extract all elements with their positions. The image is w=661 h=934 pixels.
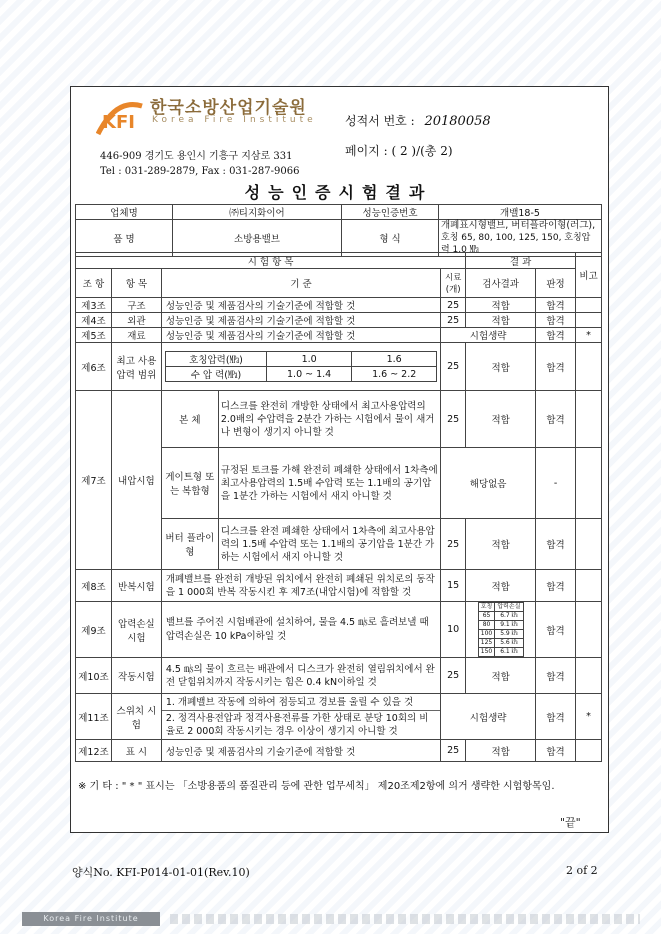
table-row bbox=[76, 570, 602, 602]
header-judgement: 판정 bbox=[536, 269, 576, 298]
row-remarks bbox=[576, 313, 602, 328]
switch-standard-2: 2. 정격사용전압과 정격사용전류를 가한 상태로 분당 10회의 비율로 2 000회 작동시키는 경우 이상이 생기지 아니할 것 bbox=[165, 712, 429, 737]
row-samples: 25 bbox=[441, 343, 466, 391]
row-article: 제7조 bbox=[76, 391, 112, 570]
cert-no-label: 성능인증번호 bbox=[342, 205, 439, 220]
row-result: 적합 bbox=[466, 391, 536, 448]
row-remarks bbox=[576, 448, 602, 519]
water-pressure-1: 1.0 ~ 1.4 bbox=[267, 367, 352, 382]
mini-loss: 9.1 ㎪ bbox=[495, 621, 523, 630]
header-remarks: 비고 bbox=[576, 253, 602, 298]
row-standard: 성능인증 및 제품검사의 기술기준에 적합할 것 bbox=[161, 740, 440, 762]
header-samples: 시료(개) bbox=[441, 269, 466, 298]
table-row bbox=[76, 343, 602, 391]
company-label: 업체명 bbox=[76, 205, 173, 220]
header-result: 결 과 bbox=[466, 253, 576, 269]
test-results-table bbox=[75, 252, 602, 762]
water-pressure-2: 1.6 ~ 2.2 bbox=[352, 367, 437, 382]
row-article: 제4조 bbox=[76, 313, 112, 328]
table-row bbox=[76, 298, 602, 313]
row-remarks: * bbox=[576, 328, 602, 343]
table-row bbox=[76, 658, 602, 694]
row-item: 내압시험 bbox=[111, 391, 161, 570]
row-judgement: 합격 bbox=[536, 298, 576, 313]
footnote: ※ 기 타 : " * " 표시는 「소방용품의 품질관리 등에 관한 업무세칙」 제20조제2항에 의거 생략한 시험항목임. bbox=[78, 781, 555, 792]
model-line-2: 호칭 65, 80, 100, 125, 150, 호칭압력 1.0 ㎫ bbox=[441, 233, 591, 255]
table-row bbox=[76, 740, 602, 762]
row-standard: 밸브를 주어진 시험배관에 설치하여, 물을 4.5 ㎧로 흘려보낼 때 압력손실은 10 kPa이하일 것 bbox=[161, 602, 440, 658]
pressure-loss-table bbox=[478, 602, 524, 657]
nominal-pressure-label: 호칭압력(㎫) bbox=[165, 352, 266, 367]
row-result: 적합 bbox=[466, 298, 536, 313]
row-remarks bbox=[576, 519, 602, 570]
product-label: 품 명 bbox=[76, 220, 173, 257]
row-item: 구조 bbox=[111, 298, 161, 313]
row-article: 제3조 bbox=[76, 298, 112, 313]
row-standard: 개폐밸브를 완전히 개방된 위치에서 완전히 폐쇄된 위치로의 동작을 1 000회 반복 작동시킨 후 제7조(내압시험)에 적합할 것 bbox=[161, 570, 440, 602]
row-result: 적합 bbox=[466, 740, 536, 762]
row-remarks: * bbox=[576, 694, 602, 740]
org-telephone: Tel : 031-289-2879, Fax : 031-287-9066 bbox=[100, 166, 300, 177]
row-judgement: 합격 bbox=[536, 602, 576, 658]
row-remarks bbox=[576, 391, 602, 448]
watermark-strip: Korea Fire Institute bbox=[22, 912, 160, 926]
row-judgement: 합격 bbox=[536, 694, 576, 740]
mini-loss: 5.6 ㎪ bbox=[495, 639, 523, 648]
header-test-items: 시 험 항 목 bbox=[76, 253, 466, 269]
row-result: 적합 bbox=[466, 658, 536, 694]
row-remarks bbox=[576, 343, 602, 391]
nominal-pressure-1: 1.0 bbox=[267, 352, 352, 367]
row-result: 적합 bbox=[466, 313, 536, 328]
cert-no-value: 개밸18-5 bbox=[439, 205, 602, 220]
row-item: 스위치 시험 bbox=[111, 694, 161, 740]
mini-size: 150 bbox=[478, 648, 495, 657]
switch-standard-cell bbox=[161, 694, 440, 740]
row-judgement: 합격 bbox=[536, 391, 576, 448]
end-mark: "끝" bbox=[560, 816, 581, 829]
subtest-standard: 디스크를 완전 폐쇄한 상태에서 1차측에 최고사용압력의 1.5배 수압력 또는 1.1배의 공기압을 1분간 가하는 시험에서 새지 아니할 것 bbox=[220, 525, 435, 563]
row-standard: 성능인증 및 제품검사의 기술기준에 적합할 것 bbox=[161, 298, 440, 313]
table-row bbox=[76, 328, 602, 343]
model-label: 형 식 bbox=[342, 220, 439, 257]
document-title: 성능인증시험결과 bbox=[244, 183, 433, 202]
row-judgement: 합격 bbox=[536, 740, 576, 762]
org-address: 446-909 경기도 용인시 기흥구 지삼로 331 bbox=[100, 151, 293, 162]
butterfly-subtest bbox=[162, 519, 440, 569]
row-result: 적합 bbox=[466, 570, 536, 602]
row-remarks bbox=[576, 740, 602, 762]
row-item: 재료 bbox=[111, 328, 161, 343]
mini-header-loss: 압력손실 bbox=[495, 603, 523, 612]
header-item: 항 목 bbox=[111, 269, 161, 298]
row-article: 제6조 bbox=[76, 343, 112, 391]
header-standard: 기 준 bbox=[161, 269, 440, 298]
header-article: 조 항 bbox=[76, 269, 112, 298]
row-standard: 성능인증 및 제품검사의 기술기준에 적합할 것 bbox=[161, 313, 440, 328]
watermark-pattern bbox=[170, 914, 640, 924]
row-samples: 25 bbox=[441, 298, 466, 313]
subtest-standard: 디스크를 완전히 개방한 상태에서 최고사용압력의 2.0배의 수압력을 2분간 가하는 시험에서 물이 새거나 변형이 생기지 아니할 것 bbox=[220, 400, 435, 438]
product-value: 소방용밸브 bbox=[173, 220, 342, 257]
butterfly-subtest-cell bbox=[161, 519, 440, 570]
certificate-number-value: 20180058 bbox=[424, 114, 491, 129]
svg-text:KFI: KFI bbox=[102, 112, 135, 133]
row-item: 작동시험 bbox=[111, 658, 161, 694]
mini-loss: 6.7 ㎪ bbox=[495, 612, 523, 621]
product-info-table bbox=[75, 204, 602, 257]
row-result: 적합 bbox=[466, 519, 536, 570]
row-samples: 25 bbox=[441, 391, 466, 448]
gate-subtest bbox=[162, 448, 440, 518]
row-remarks bbox=[576, 298, 602, 313]
row-judgement: - bbox=[536, 448, 576, 519]
company-value: ㈜티지화이어 bbox=[173, 205, 342, 220]
subtest-name: 본 체 bbox=[162, 391, 219, 447]
nominal-pressure-2: 1.6 bbox=[352, 352, 437, 367]
row-standard: 4.5 ㎧의 물이 흐르는 배관에서 디스크가 완전히 열림위치에서 완전 닫힘위치까지 작동시키는 힘은 0.4 kN이하일 것 bbox=[161, 658, 440, 694]
page-count: 2 of 2 bbox=[566, 864, 598, 877]
row-samples: 25 bbox=[441, 658, 466, 694]
switch-standard-1: 1. 개폐밸브 작동에 의하여 점등되고 경보를 울릴 수 있을 것 bbox=[162, 695, 440, 711]
row-judgement: 합격 bbox=[536, 658, 576, 694]
row-item: 최고 사용압력 범위 bbox=[111, 343, 161, 391]
row-remarks bbox=[576, 658, 602, 694]
header-test-result: 검사결과 bbox=[466, 269, 536, 298]
certificate-number bbox=[345, 112, 491, 129]
row-samples: 25 bbox=[441, 313, 466, 328]
table-row bbox=[76, 694, 602, 740]
org-name: 한국소방산업기술원 bbox=[150, 98, 307, 118]
row-article: 제8조 bbox=[76, 570, 112, 602]
model-value bbox=[439, 220, 602, 257]
mini-header-size: 호칭 bbox=[478, 603, 495, 612]
row-judgement: 합격 bbox=[536, 519, 576, 570]
pressure-loss-result-cell bbox=[466, 602, 536, 658]
table-row bbox=[76, 602, 602, 658]
row-samples: 10 bbox=[441, 602, 466, 658]
row-article: 제5조 bbox=[76, 328, 112, 343]
mini-size: 65 bbox=[478, 612, 495, 621]
row-result: 시험생략 bbox=[441, 328, 536, 343]
subtest-name: 버터 플라이형 bbox=[162, 519, 219, 569]
row-result: 시험생략 bbox=[441, 694, 536, 740]
certificate-number-label: 성적서 번호 : bbox=[345, 114, 415, 128]
pressure-range-table bbox=[165, 351, 437, 382]
subtest-standard: 규정된 토크를 가해 완전히 폐쇄한 상태에서 1차측에 최고사용압력의 1.5배 수압력 또는 1.1배의 공기압을 1분간 가하는 시험에서 새지 아니할 것 bbox=[220, 464, 438, 502]
mini-size: 80 bbox=[478, 621, 495, 630]
row-judgement: 합격 bbox=[536, 343, 576, 391]
table-row bbox=[76, 391, 602, 448]
mini-size: 125 bbox=[478, 639, 495, 648]
body-subtest-cell bbox=[161, 391, 440, 448]
row-item: 외관 bbox=[111, 313, 161, 328]
form-number: 양식No. KFI-P014-01-01(Rev.10) bbox=[72, 866, 250, 879]
row-article: 제10조 bbox=[76, 658, 112, 694]
row-remarks bbox=[576, 602, 602, 658]
mini-loss: 6.1 ㎪ bbox=[495, 648, 523, 657]
gate-subtest-cell bbox=[161, 448, 440, 519]
org-english-name: Korea Fire Institute bbox=[152, 115, 317, 125]
row-samples: 25 bbox=[441, 740, 466, 762]
row-item: 압력손실 시험 bbox=[111, 602, 161, 658]
pressure-range-cell bbox=[161, 343, 440, 391]
page-indicator: 페이지 : ( 2 )/(총 2) bbox=[345, 144, 453, 158]
body-subtest bbox=[162, 391, 440, 447]
water-pressure-label: 수 압 력(㎫) bbox=[165, 367, 266, 382]
row-article: 제12조 bbox=[76, 740, 112, 762]
row-judgement: 합격 bbox=[536, 313, 576, 328]
mini-loss: 5.9 ㎪ bbox=[495, 630, 523, 639]
row-item: 반복시험 bbox=[111, 570, 161, 602]
row-judgement: 합격 bbox=[536, 570, 576, 602]
row-samples: 25 bbox=[441, 519, 466, 570]
model-line-1: 개폐표시형밸브, 버터플라이형(러그), bbox=[441, 220, 596, 231]
row-result: 적합 bbox=[466, 343, 536, 391]
mini-size: 100 bbox=[478, 630, 495, 639]
row-result: 해당없음 bbox=[441, 448, 536, 519]
row-article: 제9조 bbox=[76, 602, 112, 658]
row-judgement: 합격 bbox=[536, 328, 576, 343]
row-item: 표 시 bbox=[111, 740, 161, 762]
row-standard: 성능인증 및 제품검사의 기술기준에 적합할 것 bbox=[161, 328, 440, 343]
table-row bbox=[76, 313, 602, 328]
row-article: 제11조 bbox=[76, 694, 112, 740]
row-remarks bbox=[576, 570, 602, 602]
subtest-name: 게이트형 또는 복합형 bbox=[162, 448, 219, 518]
row-samples: 15 bbox=[441, 570, 466, 602]
